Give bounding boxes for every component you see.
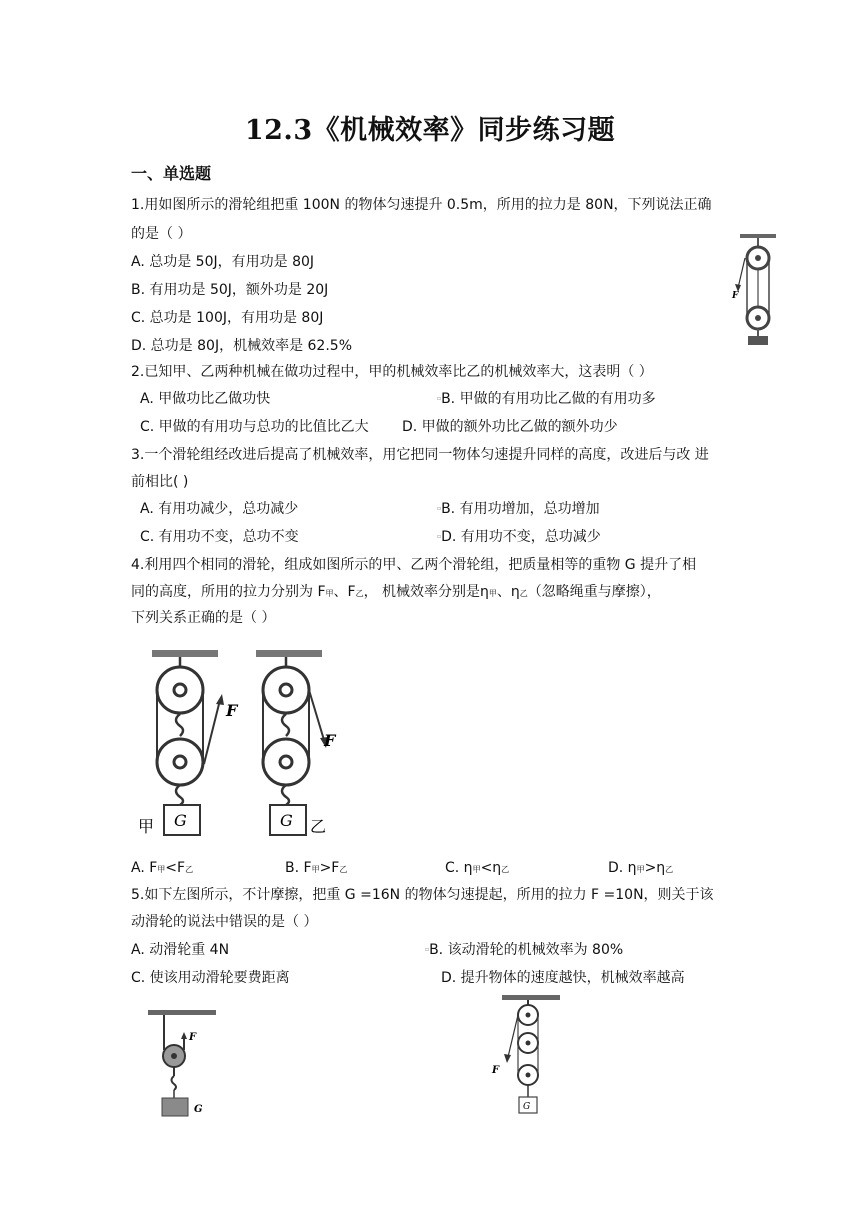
q4-stem-line3: 下列关系正确的是（ ） bbox=[131, 610, 276, 626]
q4-weight-jia-label: G bbox=[174, 811, 187, 830]
q5-stem-line2: 动滑轮的说法中错误的是（ ） bbox=[131, 914, 318, 930]
q2-option-b: ▫B. 甲做的有用功比乙做的有用功多 bbox=[437, 391, 656, 407]
q5-force-label-left: F bbox=[189, 1032, 197, 1043]
q2-option-a: A. 甲做功比乙做功快 bbox=[140, 391, 271, 407]
q5-option-b: ▫B. 该动滑轮的机械效率为 80% bbox=[425, 942, 624, 958]
q4-stem-line1: 4.利用四个相同的滑轮，组成如图所示的甲、乙两个滑轮组，把质量相等的重物 G 提升了相 bbox=[131, 557, 697, 573]
q1-option-d: D. 总功是 80J，机械效率是 62.5% bbox=[131, 338, 352, 354]
q3-option-a: A. 有用功减少，总功减少 bbox=[140, 501, 299, 517]
q5-force-label-right: F bbox=[492, 1065, 500, 1076]
q4-force-yi-label: F bbox=[324, 731, 336, 750]
q3-stem-line1: 3.一个滑轮组经改进后提高了机械效率，用它把同一物体匀速提升同样的高度，改进后与改 进 bbox=[131, 447, 709, 463]
q5-option-d: D. 提升物体的速度越快，机械效率越高 bbox=[441, 970, 685, 986]
q5-option-c: C. 使该用动滑轮要费距离 bbox=[131, 970, 290, 986]
q1-force-label: F bbox=[732, 291, 739, 301]
q3-option-d: ▫D. 有用功不变，总功减少 bbox=[437, 529, 601, 545]
q4-force-jia-label: F bbox=[226, 701, 238, 720]
q1-option-a: A. 总功是 50J，有用功是 80J bbox=[131, 254, 315, 270]
q3-stem-line2: 前相比( ) bbox=[131, 474, 189, 490]
q1-stem-line1: 1.用如图所示的滑轮组把重 100N 的物体匀速提升 0.5m，所用的拉力是 80N，下列说法正确 bbox=[131, 197, 712, 213]
page-title: 12.3《机械效率》同步练习题 bbox=[244, 115, 616, 146]
q4-option-c: C. η甲<η乙 bbox=[445, 860, 510, 876]
q2-stem: 2.已知甲、乙两种机械在做功过程中，甲的机械效率比乙的机械效率大，这表明（ ） bbox=[131, 364, 653, 380]
q2-option-c: C. 甲做的有用功与总功的比值比乙大 bbox=[140, 419, 369, 435]
q5-weight-label-left: G bbox=[194, 1104, 203, 1115]
q4-figure-label-yi: 乙 bbox=[310, 817, 327, 836]
q1-option-c: C. 总功是 100J，有用功是 80J bbox=[131, 310, 324, 326]
q4-option-d: D. η甲>η乙 bbox=[608, 860, 674, 876]
q4-pulley-figure bbox=[138, 648, 370, 838]
q2-option-d: D. 甲做的额外功比乙做的额外功少 bbox=[402, 419, 618, 435]
q5-pulley-block-figure bbox=[490, 993, 570, 1117]
q5-weight-label-right: G bbox=[523, 1102, 531, 1112]
q1-pulley-figure bbox=[728, 234, 780, 350]
q4-option-b: B. F甲>F乙 bbox=[285, 860, 348, 876]
section-heading: 一、单选题 bbox=[131, 164, 212, 183]
q3-option-c: C. 有用功不变，总功不变 bbox=[140, 529, 299, 545]
q4-stem-line2: 同的高度，所用的拉力分别为 F甲、F乙， 机械效率分别是η甲、η乙（忽略绳重与摩擦）， bbox=[131, 584, 661, 600]
q4-option-a: A. F甲<F乙 bbox=[131, 860, 194, 876]
q4-weight-yi-label: G bbox=[280, 811, 293, 830]
q5-option-a: A. 动滑轮重 4N bbox=[131, 942, 230, 958]
q5-movable-pulley-figure bbox=[144, 1008, 220, 1120]
q3-option-b: ▫B. 有用功增加，总功增加 bbox=[437, 501, 600, 517]
q4-figure-label-jia: 甲 bbox=[138, 817, 155, 836]
q1-option-b: B. 有用功是 50J，额外功是 20J bbox=[131, 282, 329, 298]
q5-stem-line1: 5.如下左图所示，不计摩擦，把重 G =16N 的物体匀速提起，所用的拉力 F =10N，则关于该 bbox=[131, 887, 714, 903]
q1-stem-line2: 的是（ ） bbox=[131, 226, 192, 242]
